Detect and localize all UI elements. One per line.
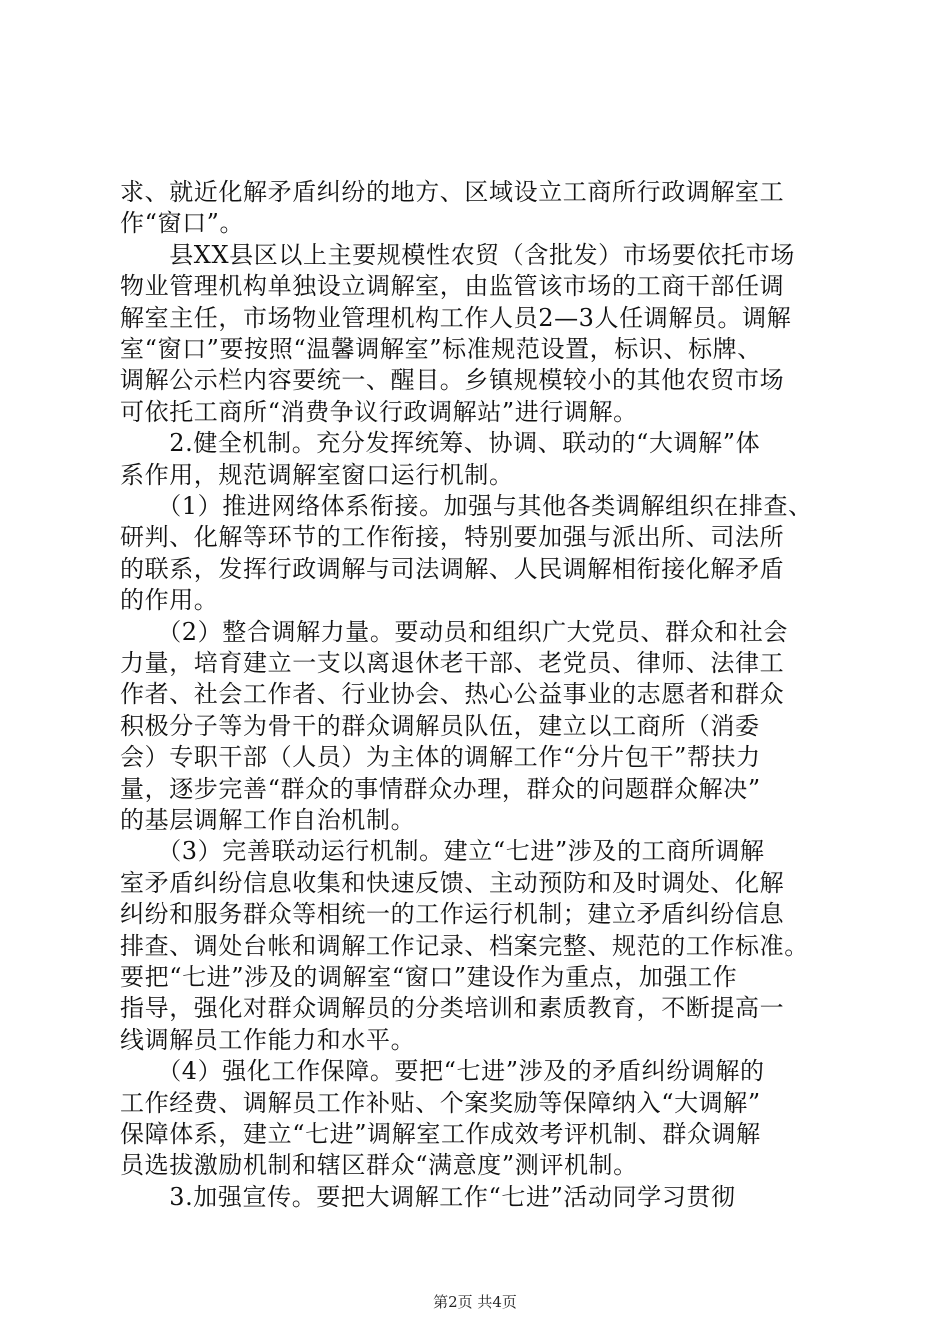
text-line: 作者、社会工作者、行业协会、热心公益事业的志愿者和群众 (120, 680, 785, 709)
text-line: 积极分子等为骨干的群众调解员队伍，建立以工商所（消委 (120, 711, 760, 740)
text-line: 会）专职干部（人员）为主体的调解工作“分片包干”帮扶力 (120, 743, 761, 772)
text-line: （4）强化工作保障。要把“七进”涉及的矛盾纠纷调解的 (120, 1057, 765, 1086)
text-line: 力量，培育建立一支以离退休老干部、老党员、律师、法律工 (120, 649, 785, 677)
text-line: 的联系，发挥行政调解与司法调解、人民调解相衔接化解矛盾 (120, 554, 785, 583)
text-line: 工作经费、调解员工作补贴、个案奖励等保障纳入“大调解” (120, 1088, 761, 1117)
text-line: 室“窗口”要按照“温馨调解室”标准规范设置，标识、标牌、 (120, 335, 762, 363)
text-line: 解室主任，市场物业管理机构工作人员2—3人任调解员。调解 (120, 303, 792, 332)
text-line: 县XX县区以上主要规模性农贸（含批发）市场要依托市场 (120, 240, 795, 269)
text-line: 量，逐步完善“群众的事情群众办理，群众的问题群众解决” (120, 774, 761, 803)
text-line: 求、就近化解矛盾纠纷的地方、区域设立工商所行政调解室工 (120, 178, 785, 206)
text-line: （1）推进网络体系衔接。加强与其他各类调解组织在排查、 (120, 492, 813, 520)
text-line: 纠纷和服务群众等相统一的工作运行机制；建立矛盾纠纷信息 (120, 900, 785, 929)
text-line: 系作用，规范调解室窗口运行机制。 (120, 460, 514, 489)
text-line: 作“窗口”。 (120, 209, 245, 238)
text-line: 保障体系，建立“七进”调解室工作成效考评机制、群众调解 (120, 1120, 761, 1148)
text-line: 3.加强宣传。要把大调解工作“七进”活动同学习贯彻 (120, 1182, 736, 1211)
text-line: 线调解员工作能力和水平。 (120, 1025, 416, 1054)
text-line: 排查、调处台帐和调解工作记录、档案完整、规范的工作标准。 (120, 931, 809, 960)
text-line: 要把“七进”涉及的调解室“窗口”建设作为重点，加强工作 (120, 963, 738, 991)
text-line: 员选拔激励机制和辖区群众“满意度”测评机制。 (120, 1151, 638, 1180)
text-line: （3）完善联动运行机制。建立“七进”涉及的工商所调解 (120, 837, 765, 866)
text-line: 研判、化解等环节的工作衔接，特别要加强与派出所、司法所 (120, 523, 785, 552)
text-line: 调解公示栏内容要统一、醒目。乡镇规模较小的其他农贸市场 (120, 366, 785, 395)
page-footer (0, 1292, 950, 1312)
text-line: 2.健全机制。充分发挥统筹、协调、联动的“大调解”体 (120, 429, 761, 458)
text-line: 室矛盾纠纷信息收集和快速反馈、主动预防和及时调处、化解 (120, 868, 785, 897)
text-line: 的基层调解工作自治机制。 (120, 806, 416, 834)
text-line: 指导，强化对群众调解员的分类培训和素质教育，不断提高一 (120, 994, 785, 1023)
text-line: 的作用。 (120, 586, 219, 615)
text-line: 可依托工商所“消费争议行政调解站”进行调解。 (120, 397, 638, 426)
text-line: 物业管理机构单独设立调解室，由监管该市场的工商干部任调 (120, 272, 785, 301)
text-line: （2）整合调解力量。要动员和组织广大党员、群众和社会 (120, 617, 789, 646)
page-number-label: 第2页 共4页 (433, 1293, 517, 1311)
